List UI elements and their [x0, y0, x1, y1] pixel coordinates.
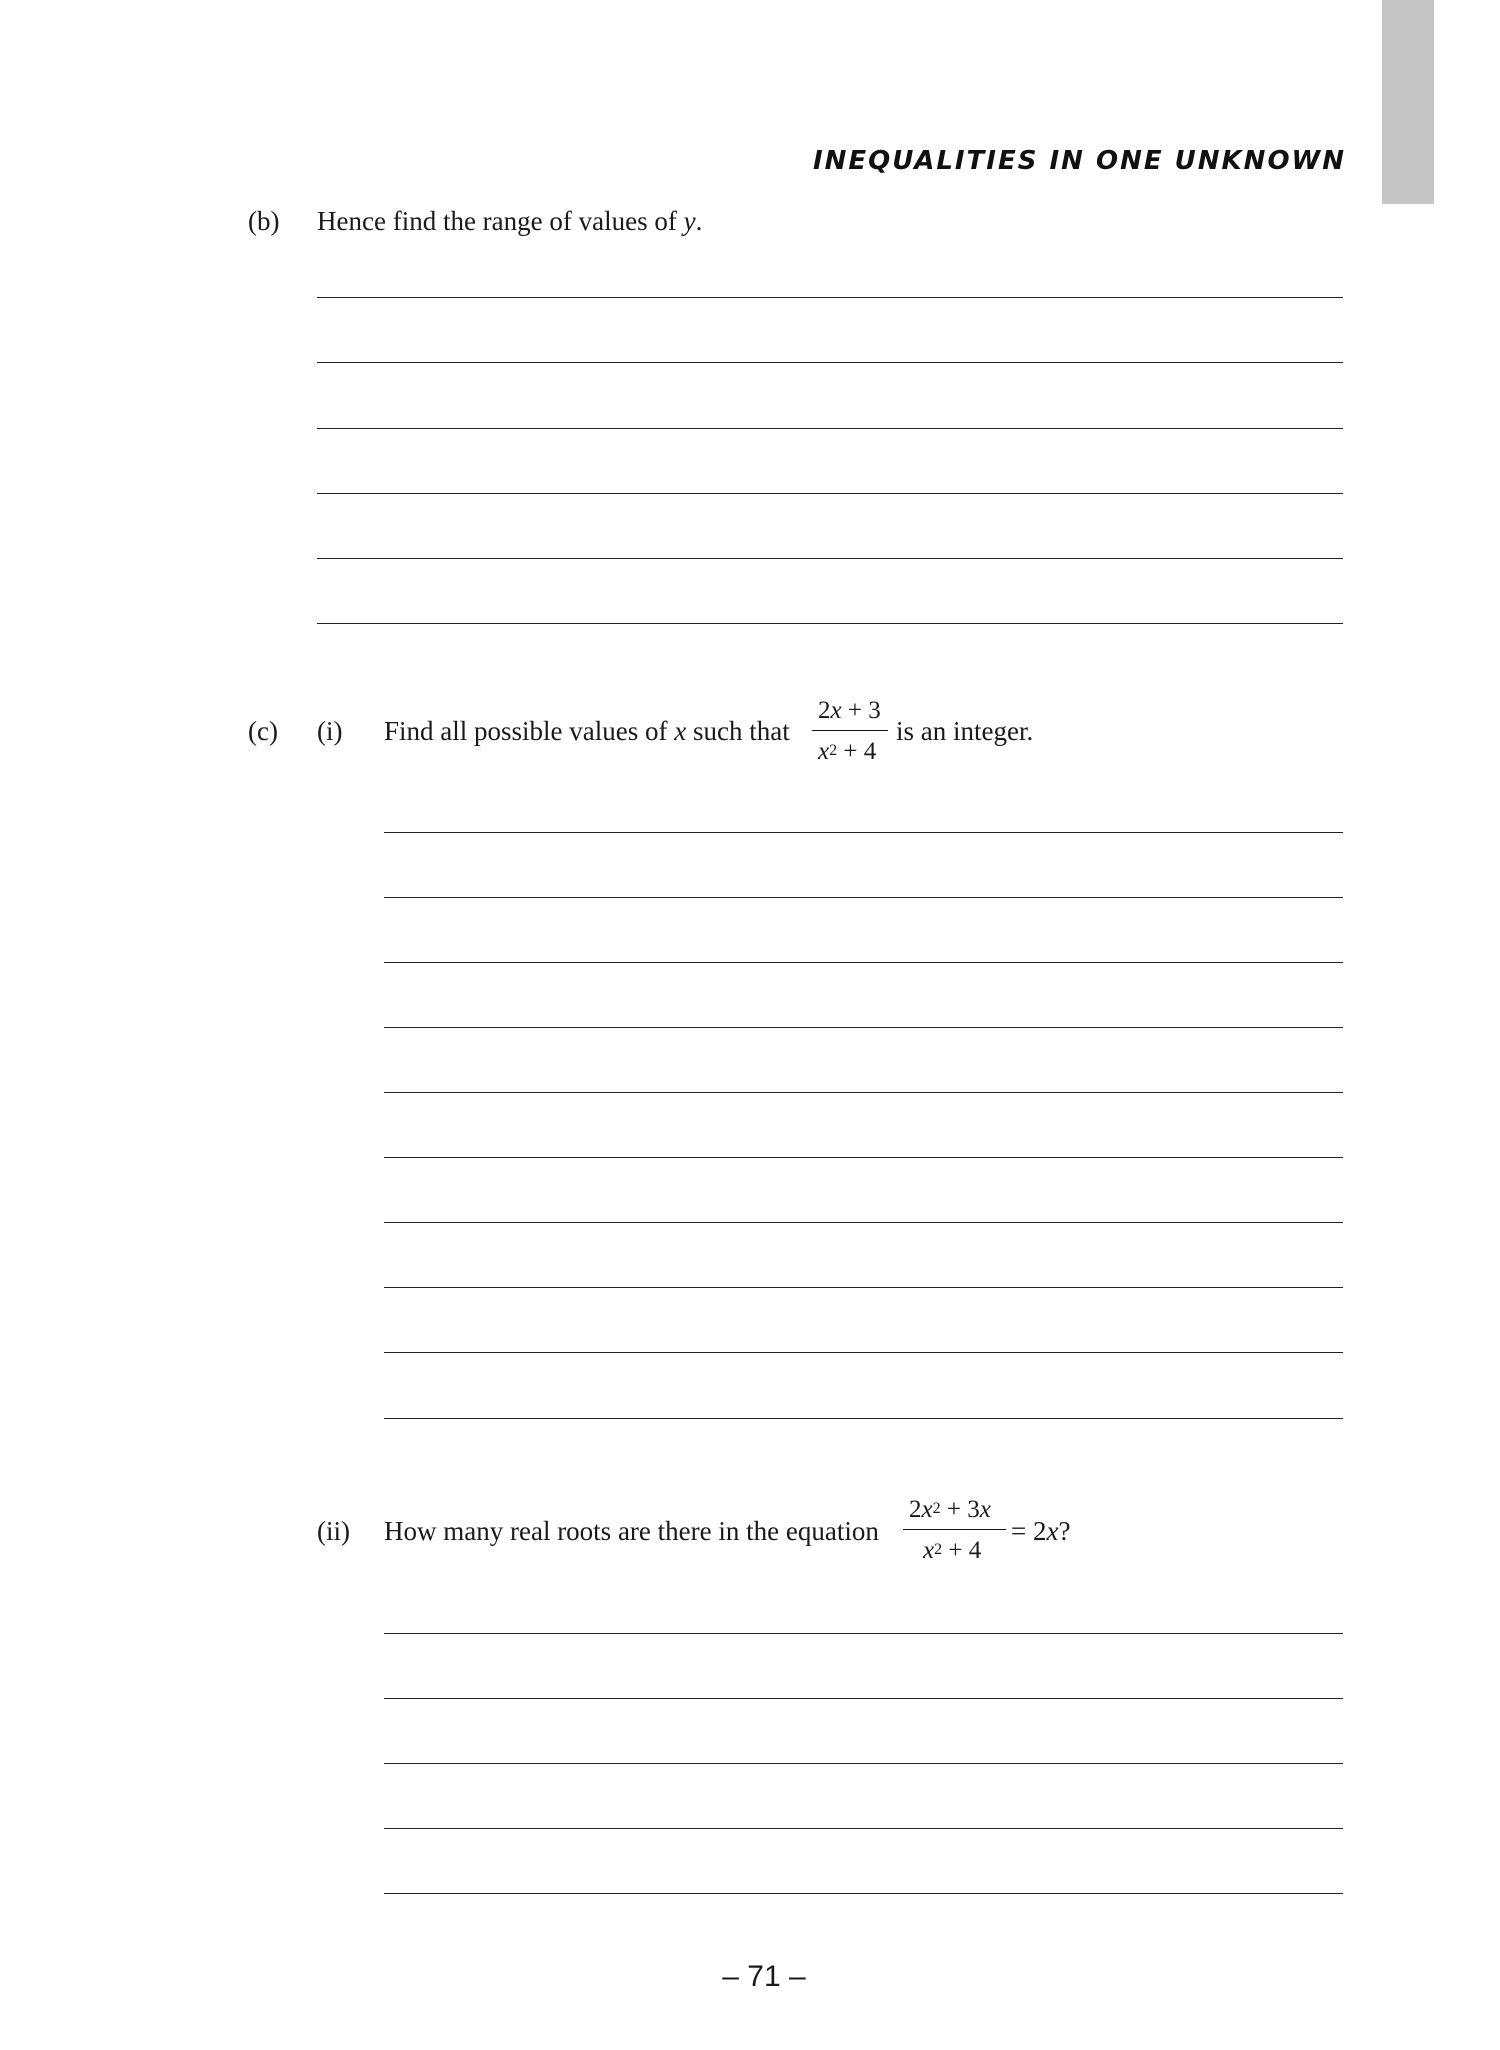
part-c-i-question	[384, 718, 790, 745]
answer-line-c-i-5[interactable]	[384, 1092, 1343, 1093]
page-number: – 71 –	[722, 1960, 806, 1993]
answer-line-c-ii-3[interactable]	[384, 1763, 1343, 1764]
fraction-c-i-numerator: 2x + 3	[818, 697, 881, 724]
fraction-c-ii-numerator: $2x^2 + 3x$	[909, 1496, 991, 1523]
answer-line-c-i-4[interactable]	[384, 1027, 1343, 1028]
part-c-label: (c)	[248, 716, 278, 746]
part-c-ii-text-after: = 2x?	[1011, 1516, 1071, 1546]
part-c-ii-question: How many real roots are there in the equation	[384, 1516, 879, 1546]
part-c-i-var: x	[674, 716, 687, 746]
answer-line-b-6[interactable]	[317, 623, 1343, 624]
part-c-ii-label: (ii)	[317, 1516, 350, 1546]
answer-line-b-5[interactable]	[317, 558, 1343, 559]
answer-line-c-i-6[interactable]	[384, 1157, 1343, 1158]
part-c-i-text-after: is an integer.	[896, 716, 1034, 746]
answer-line-c-ii-1[interactable]	[384, 1633, 1343, 1634]
fraction-c-ii-bar	[903, 1529, 1006, 1530]
answer-line-c-i-3[interactable]	[384, 962, 1343, 963]
answer-line-b-4[interactable]	[317, 493, 1343, 494]
fraction-c-ii-denominator: $x^2 + 4$	[923, 1537, 982, 1564]
answer-line-c-i-9[interactable]	[384, 1352, 1343, 1353]
part-c-i-text-before: Find all possible values of	[384, 716, 675, 746]
part-c-i-label: (i)	[317, 716, 343, 746]
answer-line-b-1[interactable]	[317, 297, 1343, 298]
chapter-header: INEQUALITIES IN ONE UNKNOWN	[812, 146, 1346, 176]
answer-line-c-ii-5[interactable]	[384, 1893, 1343, 1894]
answer-line-c-i-2[interactable]	[384, 897, 1343, 898]
part-b-text-after: .	[695, 206, 703, 236]
fraction-c-i-bar	[812, 730, 888, 731]
section-thumb-tab	[1382, 0, 1434, 204]
part-b-var: y	[683, 206, 696, 236]
part-c-i-text-mid: such that	[686, 716, 790, 746]
part-b-question	[317, 208, 702, 235]
answer-line-c-i-1[interactable]	[384, 832, 1343, 833]
answer-line-c-i-7[interactable]	[384, 1222, 1343, 1223]
answer-line-c-ii-4[interactable]	[384, 1828, 1343, 1829]
part-b-text-before: Hence find the range of values of	[317, 206, 684, 236]
answer-line-b-3[interactable]	[317, 428, 1343, 429]
fraction-c-i-denominator: $x^2 + 4$	[818, 738, 877, 765]
answer-line-c-i-10[interactable]	[384, 1418, 1343, 1419]
answer-line-c-ii-2[interactable]	[384, 1698, 1343, 1699]
part-b-label: (b)	[248, 206, 280, 236]
answer-line-c-i-8[interactable]	[384, 1287, 1343, 1288]
answer-line-b-2[interactable]	[317, 362, 1343, 363]
